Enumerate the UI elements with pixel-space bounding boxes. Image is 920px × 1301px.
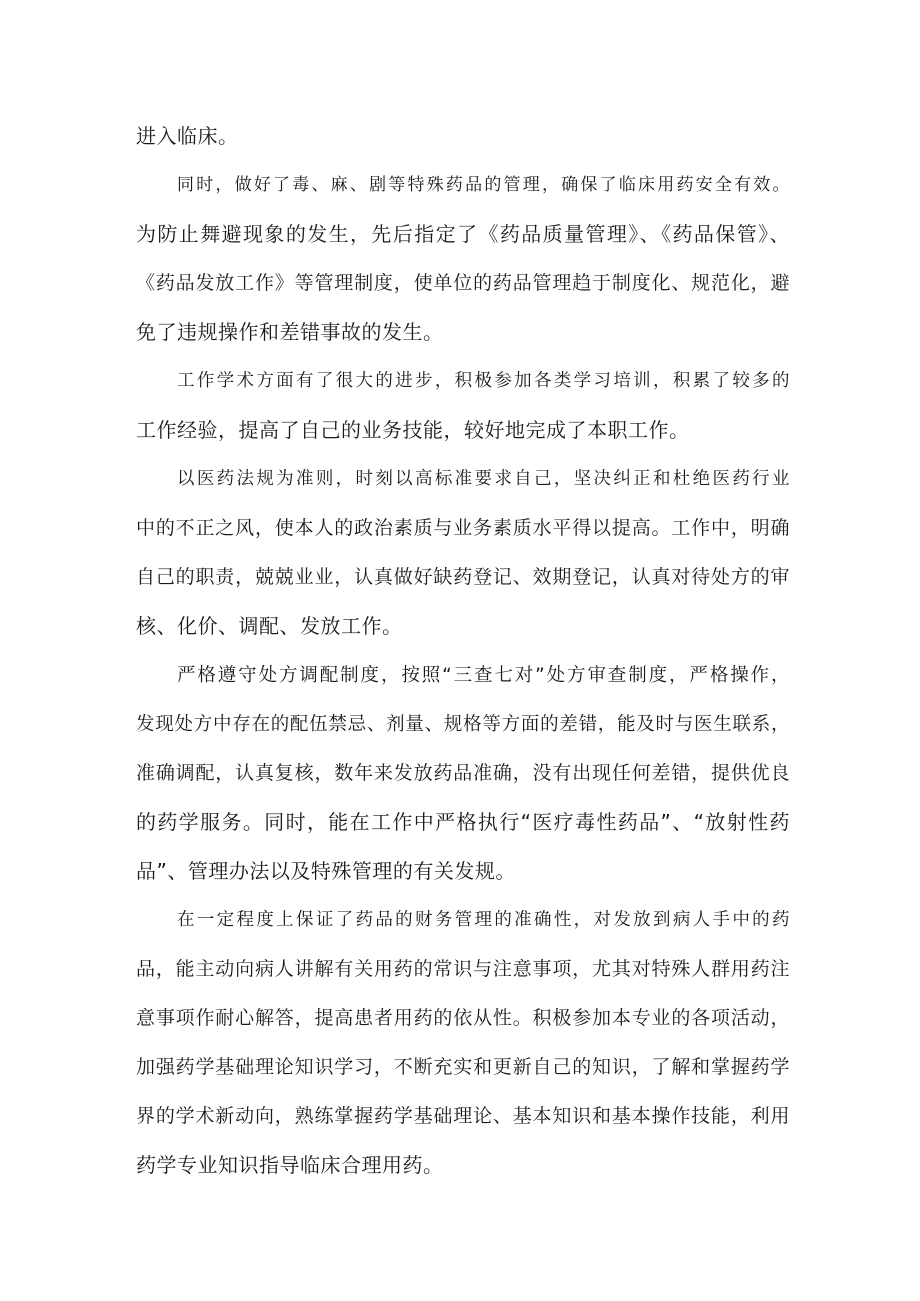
text-line: 加强药学基础理论知识学习，不断充实和更新自己的知识，了解和掌握药学 (136, 1056, 790, 1078)
text-line: 进入临床。 (136, 124, 239, 148)
text-line: 界的学术新动向，熟练掌握药学基础理论、基本知识和基本操作技能，利用 (136, 1105, 790, 1127)
text-line: 同时，做好了毒、麻、剧等特殊药品的管理，确保了临床用药安全有效。 (177, 175, 790, 195)
text-line: 工作学术方面有了很大的进步，积极参加各类学习培训，积累了较多的 (177, 371, 790, 391)
text-line: 为防止舞避现象的发生，先后指定了《药品质量管理》、《药品保管》、 (136, 222, 790, 246)
text-line: 品，能主动向病人讲解有关用药的常识与注意事项，尤其对特殊人群用药注 (136, 958, 790, 980)
text-line: 《药品发放工作》等管理制度，使单位的药品管理趋于制度化、规范化，避 (136, 272, 790, 294)
text-line: 自己的职责，兢兢业业，认真做好缺药登记、效期登记，认真对待处方的审 (136, 566, 790, 588)
text-line: 药学专业知识指导临床合理用药。 (136, 1153, 444, 1177)
text-line: 以医药法规为准则，时刻以高标准要求自己，坚决纠正和杜绝医药行业 (177, 469, 790, 489)
text-line: 免了违规操作和差错事故的发生。 (136, 320, 444, 344)
text-line: 中的不正之风，使本人的政治素质与业务素质水平得以提高。工作中，明确 (136, 517, 790, 539)
text-line: 的药学服务。同时，能在工作中严格执行“医疗毒性药品”、“放射性药 (136, 810, 790, 834)
body-text (136, 112, 790, 1190)
text-line: 意事项作耐心解答，提高患者用药的依从性。积极参加本专业的各项活动， (136, 1007, 790, 1029)
text-line: 工作经验，提高了自己的业务技能，较好地完成了本职工作。 (136, 418, 690, 442)
text-line: 核、化价、调配、发放工作。 (136, 614, 403, 638)
text-line: 严格遵守处方调配制度，按照“三查七对”处方审查制度，严格操作， (177, 665, 790, 686)
text-line: 在一定程度上保证了药品的财务管理的准确性，对发放到病人手中的药 (177, 910, 790, 930)
text-line: 准确调配，认真复核，数年来发放药品准确，没有出现任何差错，提供优良 (136, 762, 790, 784)
text-line: 品”、管理办法以及特殊管理的有关发规。 (136, 859, 516, 883)
text-line: 发现处方中存在的配伍禁忌、剂量、规格等方面的差错，能及时与医生联系， (136, 714, 790, 735)
